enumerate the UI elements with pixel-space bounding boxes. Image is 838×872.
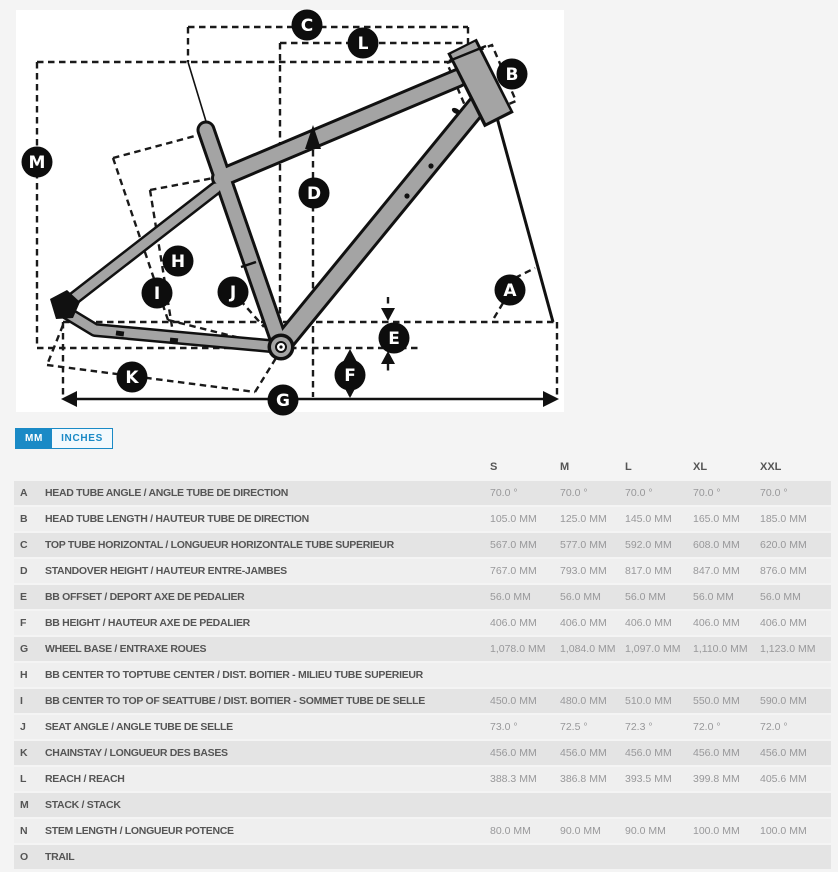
- cell-value: 567.0 MM: [490, 538, 537, 551]
- svg-text:J: J: [229, 283, 237, 303]
- table-header: [14, 455, 831, 479]
- cell-value: 817.0 MM: [625, 564, 672, 577]
- cell-value: 165.0 MM: [693, 512, 740, 525]
- row-label: WHEEL BASE / ENTRAXE ROUES: [45, 643, 207, 655]
- svg-text:C: C: [300, 16, 314, 36]
- column-header-xl: XL: [693, 461, 708, 473]
- cell-value: 145.0 MM: [625, 512, 672, 525]
- marker-c: [292, 10, 323, 41]
- marker-l: [348, 28, 379, 59]
- svg-text:H: H: [170, 252, 186, 272]
- row-label: STANDOVER HEIGHT / HAUTEUR ENTRE-JAMBES: [45, 565, 287, 577]
- cell-value: 767.0 MM: [490, 564, 537, 577]
- svg-text:G: G: [276, 391, 290, 411]
- cell-value: 608.0 MM: [693, 538, 740, 551]
- row-label: BB CENTER TO TOP OF SEATTUBE / DIST. BOITIER - SOMMET TUBE DE SELLE: [45, 695, 425, 707]
- cell-value: 73.0 °: [490, 720, 518, 733]
- cell-value: 590.0 MM: [760, 694, 807, 707]
- cell-value: 1,123.0 MM: [760, 642, 816, 655]
- cell-value: 620.0 MM: [760, 538, 807, 551]
- row-letter: N: [20, 824, 28, 837]
- row-label: CHAINSTAY / LONGUEUR DES BASES: [45, 747, 228, 759]
- row-letter: O: [20, 850, 29, 863]
- cell-value: 56.0 MM: [490, 590, 531, 603]
- column-header-s: S: [490, 461, 498, 473]
- row-letter: K: [20, 746, 28, 759]
- marker-f: [335, 360, 366, 391]
- table-row-a: [14, 481, 831, 505]
- table-row-j: [14, 715, 831, 739]
- cell-value: 592.0 MM: [625, 538, 672, 551]
- cell-value: 70.0 °: [490, 486, 518, 499]
- row-letter: D: [20, 564, 28, 577]
- marker-j: [218, 277, 249, 308]
- cell-value: 456.0 MM: [760, 746, 807, 759]
- row-label: SEAT ANGLE / ANGLE TUBE DE SELLE: [45, 721, 233, 733]
- cell-value: 72.0 °: [693, 720, 721, 733]
- cell-value: 456.0 MM: [625, 746, 672, 759]
- column-header-m: M: [560, 461, 570, 473]
- inches-button[interactable]: INCHES: [61, 433, 104, 444]
- cell-value: 793.0 MM: [560, 564, 607, 577]
- cell-value: 125.0 MM: [560, 512, 607, 525]
- cell-value: 70.0 °: [625, 486, 653, 499]
- table-row-b: [14, 507, 831, 531]
- row-label: HEAD TUBE LENGTH / HAUTEUR TUBE DE DIRECTION: [45, 513, 309, 525]
- column-header-l: L: [625, 461, 632, 473]
- cell-value: 456.0 MM: [560, 746, 607, 759]
- marker-h: [163, 246, 194, 277]
- cell-value: 550.0 MM: [693, 694, 740, 707]
- table-row-e: [14, 585, 831, 609]
- row-letter: B: [20, 512, 28, 525]
- cell-value: 105.0 MM: [490, 512, 537, 525]
- cell-value: 406.0 MM: [760, 616, 807, 629]
- cell-value: 406.0 MM: [560, 616, 607, 629]
- cell-value: 393.5 MM: [625, 772, 672, 785]
- cell-value: 1,097.0 MM: [625, 642, 681, 655]
- bike-frame-diagram-svg: [0, 0, 838, 420]
- table-body: [14, 481, 831, 869]
- cell-value: 56.0 MM: [760, 590, 801, 603]
- cell-value: 100.0 MM: [693, 824, 740, 837]
- table-row-i: [14, 689, 831, 713]
- table-row-n: [14, 819, 831, 843]
- cell-value: 406.0 MM: [693, 616, 740, 629]
- cell-value: 56.0 MM: [560, 590, 601, 603]
- cell-value: 399.8 MM: [693, 772, 740, 785]
- table-row-o: [14, 845, 831, 869]
- geometry-diagram: [0, 0, 838, 420]
- row-label: TOP TUBE HORIZONTAL / LONGUEUR HORIZONTALE TUBE SUPÉRIEUR: [45, 539, 394, 551]
- cell-value: 456.0 MM: [693, 746, 740, 759]
- cell-value: 70.0 °: [693, 486, 721, 499]
- marker-a: [495, 275, 526, 306]
- bottom-bracket: [268, 334, 295, 361]
- cell-value: 70.0 °: [760, 486, 788, 499]
- row-letter: A: [20, 486, 28, 499]
- table-row-m: [14, 793, 831, 817]
- row-letter: F: [20, 616, 27, 629]
- row-letter: I: [20, 694, 23, 707]
- cell-value: 480.0 MM: [560, 694, 607, 707]
- cell-value: 56.0 MM: [625, 590, 666, 603]
- row-label: REACH / REACH: [45, 773, 125, 785]
- marker-d: [299, 178, 330, 209]
- cell-value: 1,078.0 MM: [490, 642, 546, 655]
- cell-value: 90.0 MM: [560, 824, 601, 837]
- cell-value: 90.0 MM: [625, 824, 666, 837]
- row-label: STACK / STACK: [45, 799, 121, 811]
- row-label: BB OFFSET / DEPORT AXE DE PÉDALIER: [45, 591, 245, 603]
- row-letter: M: [20, 798, 29, 811]
- svg-text:L: L: [357, 34, 369, 54]
- cell-value: 406.0 MM: [490, 616, 537, 629]
- cell-value: 80.0 MM: [490, 824, 531, 837]
- row-label: HEAD TUBE ANGLE / ANGLE TUBE DE DIRECTION: [45, 487, 289, 499]
- svg-text:D: D: [306, 184, 322, 204]
- cell-value: 876.0 MM: [760, 564, 807, 577]
- cell-value: 70.0 °: [560, 486, 588, 499]
- marker-b: [497, 59, 528, 90]
- cell-value: 388.3 MM: [490, 772, 537, 785]
- column-header-xxl: XXL: [760, 461, 782, 473]
- cell-value: 1,084.0 MM: [560, 642, 616, 655]
- marker-i: [142, 278, 173, 309]
- table-row-l: [14, 767, 831, 791]
- cell-value: 185.0 MM: [760, 512, 807, 525]
- cell-value: 456.0 MM: [490, 746, 537, 759]
- cell-value: 72.3 °: [625, 720, 653, 733]
- cell-value: 72.5 °: [560, 720, 588, 733]
- cell-value: 510.0 MM: [625, 694, 672, 707]
- table-row-h: [14, 663, 831, 687]
- svg-text:M: M: [28, 153, 46, 173]
- cell-value: 100.0 MM: [760, 824, 807, 837]
- svg-text:A: A: [503, 281, 517, 301]
- cell-value: 406.0 MM: [625, 616, 672, 629]
- row-letter: C: [20, 538, 28, 551]
- table-row-g: [14, 637, 831, 661]
- cell-value: 577.0 MM: [560, 538, 607, 551]
- cell-value: 450.0 MM: [490, 694, 537, 707]
- row-letter: E: [20, 590, 28, 603]
- cell-value: 1,110.0 MM: [693, 642, 748, 655]
- marker-e: [379, 323, 410, 354]
- cell-value: 847.0 MM: [693, 564, 740, 577]
- svg-text:E: E: [388, 329, 400, 349]
- cell-value: 386.8 MM: [560, 772, 607, 785]
- row-letter: G: [20, 642, 29, 655]
- row-label: BB HEIGHT / HAUTEUR AXE DE PÉDALIER: [45, 617, 250, 629]
- cell-value: 405.6 MM: [760, 772, 807, 785]
- row-label: BB CENTER TO TOPTUBE CENTER / DIST. BOITIER - MILIEU TUBE SUPÉRIEUR: [45, 669, 423, 681]
- marker-g: [268, 385, 299, 416]
- row-letter: L: [20, 772, 27, 785]
- table-row-k: [14, 741, 831, 765]
- row-label: STEM LENGTH / LONGUEUR POTENCE: [45, 825, 234, 837]
- cell-value: 56.0 MM: [693, 590, 734, 603]
- geometry-table: [14, 455, 831, 871]
- row-letter: J: [20, 720, 26, 733]
- svg-text:B: B: [505, 65, 519, 85]
- marker-k: [117, 362, 148, 393]
- table-row-c: [14, 533, 831, 557]
- svg-text:F: F: [344, 366, 356, 386]
- table-row-f: [14, 611, 831, 635]
- cell-value: 72.0 °: [760, 720, 788, 733]
- table-row-d: [14, 559, 831, 583]
- row-label: TRAIL: [45, 851, 75, 863]
- units-toggle: [15, 428, 113, 449]
- row-letter: H: [20, 668, 28, 681]
- mm-button[interactable]: MM: [16, 429, 52, 448]
- svg-text:I: I: [153, 284, 161, 304]
- marker-m: [22, 147, 53, 178]
- svg-text:K: K: [125, 368, 139, 388]
